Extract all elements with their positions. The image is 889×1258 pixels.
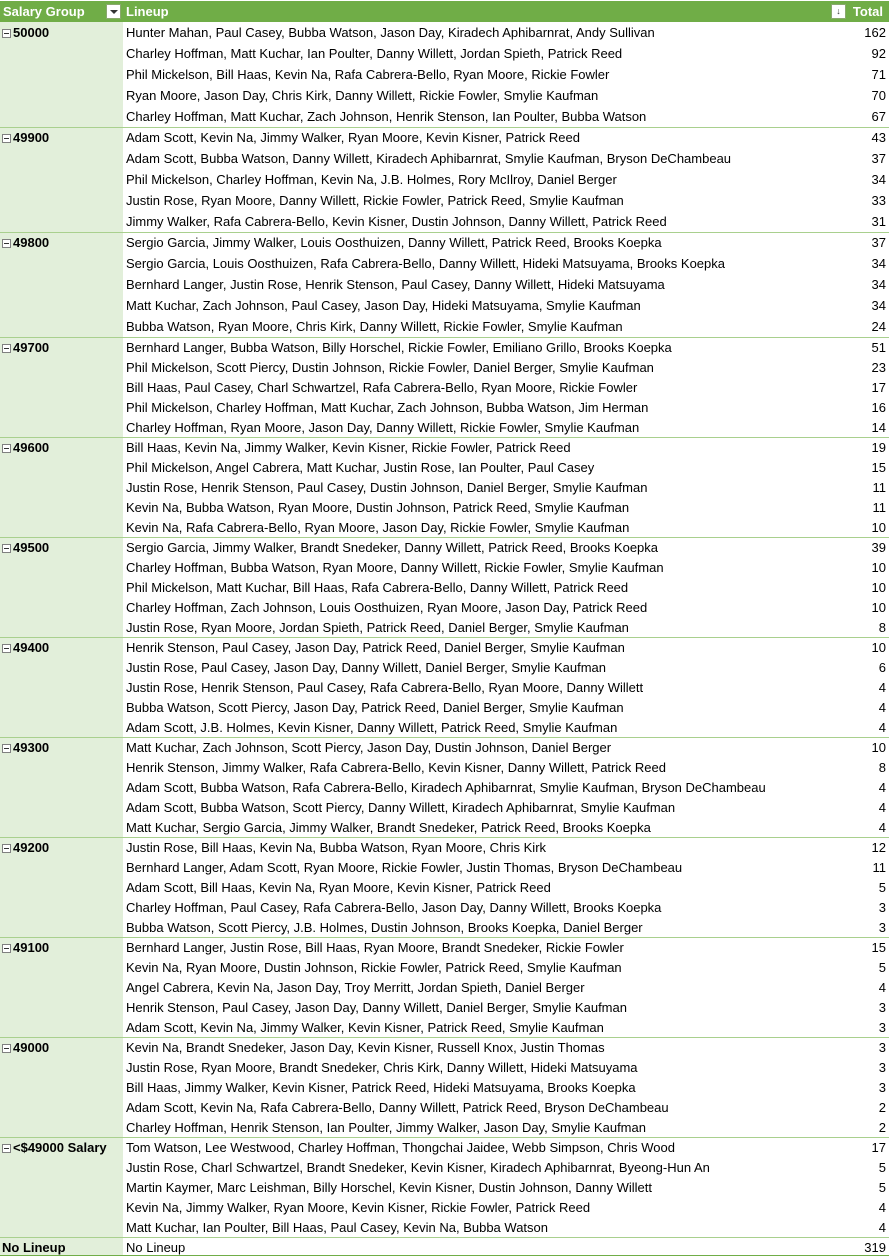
lineup-cell[interactable]: Henrik Stenson, Jimmy Walker, Rafa Cabrera-Bello, Kevin Kisner, Danny Willett, Patrick Reed	[126, 760, 666, 775]
salary-group-label	[2, 738, 49, 758]
lineup-cell[interactable]: Adam Scott, Kevin Na, Jimmy Walker, Ryan Moore, Kevin Kisner, Patrick Reed	[126, 130, 580, 145]
lineup-cell[interactable]: Bubba Watson, Ryan Moore, Chris Kirk, Danny Willett, Rickie Fowler, Smylie Kaufman	[126, 319, 623, 334]
collapse-toggle-icon[interactable]	[2, 29, 11, 38]
lineup-cell[interactable]: Bill Haas, Paul Casey, Charl Schwartzel, Rafa Cabrera-Bello, Ryan Moore, Rickie Fowler	[126, 380, 638, 395]
total-cell[interactable]: 33	[871, 193, 886, 208]
total-cell[interactable]: 43	[871, 130, 886, 145]
lineup-cell[interactable]: Justin Rose, Bill Haas, Kevin Na, Bubba Watson, Ryan Moore, Chris Kirk	[126, 840, 547, 855]
total-header: Total	[852, 4, 883, 19]
total-cell[interactable]: 10	[871, 600, 886, 615]
total-cell[interactable]: 10	[871, 520, 886, 535]
lineup-cell[interactable]: Justin Rose, Henrik Stenson, Paul Casey, Rafa Cabrera-Bello, Ryan Moore, Danny Willett	[126, 680, 644, 695]
total-cell[interactable]: 14	[871, 420, 886, 435]
total-cell[interactable]: 5	[878, 880, 886, 895]
collapse-toggle-icon[interactable]	[2, 644, 11, 653]
total-cell[interactable]: 4	[878, 1200, 886, 1215]
lineup-cell[interactable]: Phil Mickelson, Charley Hoffman, Matt Kuchar, Zach Johnson, Bubba Watson, Jim Herman	[126, 400, 649, 415]
lineup-cell[interactable]: Sergio Garcia, Jimmy Walker, Brandt Snedeker, Danny Willett, Patrick Reed, Brooks Koepka	[126, 540, 659, 555]
lineup-cell[interactable]: Jimmy Walker, Rafa Cabrera-Bello, Kevin Kisner, Dustin Johnson, Danny Willett, Patrick Reed	[126, 214, 667, 229]
salary-group-filter-dropdown-icon[interactable]	[106, 4, 121, 19]
lineup-cell[interactable]: Charley Hoffman, Ryan Moore, Jason Day, Danny Willett, Rickie Fowler, Smylie Kaufman	[126, 420, 640, 435]
total-cell[interactable]: 3	[878, 1060, 886, 1075]
salary-group-label	[2, 938, 49, 958]
total-cell[interactable]: 37	[871, 151, 886, 166]
lineup-cell[interactable]: Bernhard Langer, Justin Rose, Henrik Stenson, Paul Casey, Danny Willett, Hideki Matsuyama	[126, 277, 665, 292]
salary-group-label	[2, 128, 49, 148]
salary-group-label	[2, 1138, 107, 1158]
total-cell[interactable]: 4	[878, 700, 886, 715]
total-cell[interactable]: 4	[878, 680, 886, 695]
lineup-cell[interactable]: Henrik Stenson, Paul Casey, Jason Day, Danny Willett, Daniel Berger, Smylie Kaufman	[126, 1000, 627, 1015]
lineup-cell[interactable]: Matt Kuchar, Sergio Garcia, Jimmy Walker, Brandt Snedeker, Patrick Reed, Brooks Koepka	[126, 820, 651, 835]
lineup-cell[interactable]: Phil Mickelson, Scott Piercy, Dustin Johnson, Rickie Fowler, Daniel Berger, Smylie Kaufman	[126, 360, 654, 375]
lineup-cell[interactable]: Adam Scott, Bill Haas, Kevin Na, Ryan Moore, Kevin Kisner, Patrick Reed	[126, 880, 551, 895]
collapse-toggle-icon[interactable]	[2, 1044, 11, 1053]
lineup-cell[interactable]: Matt Kuchar, Ian Poulter, Bill Haas, Paul Casey, Kevin Na, Bubba Watson	[126, 1220, 548, 1235]
total-cell[interactable]: 11	[872, 500, 886, 515]
total-cell[interactable]: 37	[871, 235, 886, 250]
total-cell[interactable]: 6	[878, 660, 886, 675]
lineup-cell[interactable]: Ryan Moore, Jason Day, Chris Kirk, Danny Willett, Rickie Fowler, Smylie Kaufman	[126, 88, 599, 103]
salary-group-label	[2, 338, 49, 358]
lineup-cell[interactable]: Adam Scott, Bubba Watson, Rafa Cabrera-Bello, Kiradech Aphibarnrat, Smylie Kaufman, Bryson DeChambeau	[126, 780, 766, 795]
lineup-cell[interactable]: Justin Rose, Henrik Stenson, Paul Casey, Dustin Johnson, Daniel Berger, Smylie Kaufman	[126, 480, 648, 495]
lineup-cell[interactable]: Sergio Garcia, Louis Oosthuizen, Rafa Cabrera-Bello, Danny Willett, Hideki Matsuyama, Brooks Koepka	[126, 256, 725, 271]
total-cell[interactable]: 4	[878, 780, 886, 795]
collapse-toggle-icon[interactable]	[2, 1144, 11, 1153]
total-cell[interactable]: 3	[878, 1080, 886, 1095]
lineup-cell[interactable]: Angel Cabrera, Kevin Na, Jason Day, Troy Merritt, Jordan Spieth, Daniel Berger	[126, 980, 585, 995]
total-cell[interactable]: 5	[878, 1180, 886, 1195]
salary-group-text: 49200	[13, 840, 50, 855]
collapse-toggle-icon[interactable]	[2, 134, 11, 143]
salary-group-text: <$49000 Salary	[13, 1140, 107, 1155]
lineup-cell[interactable]: Kevin Na, Bubba Watson, Ryan Moore, Dustin Johnson, Patrick Reed, Smylie Kaufman	[126, 500, 630, 515]
lineup-cell[interactable]: Bubba Watson, Scott Piercy, J.B. Holmes, Dustin Johnson, Brooks Koepka, Daniel Berger	[126, 920, 643, 935]
salary-group-label	[2, 23, 49, 43]
total-cell[interactable]: 51	[871, 340, 886, 355]
lineup-cell[interactable]: Martin Kaymer, Marc Leishman, Billy Horschel, Kevin Kisner, Dustin Johnson, Danny Willett	[126, 1180, 652, 1195]
lineup-cell[interactable]: Charley Hoffman, Matt Kuchar, Ian Poulter, Danny Willett, Jordan Spieth, Patrick Reed	[126, 46, 623, 61]
lineup-cell[interactable]: Charley Hoffman, Zach Johnson, Louis Oosthuizen, Ryan Moore, Jason Day, Patrick Reed	[126, 600, 648, 615]
total-cell[interactable]: 3	[878, 920, 886, 935]
total-cell[interactable]: 3	[878, 1020, 886, 1035]
collapse-toggle-icon[interactable]	[2, 239, 11, 248]
salary-group-label	[2, 638, 49, 658]
salary-group-text: 49800	[13, 235, 50, 250]
total-cell[interactable]: 4	[878, 800, 886, 815]
total-cell[interactable]: 92	[871, 46, 886, 61]
salary-group-label	[2, 1038, 49, 1058]
total-cell[interactable]: 71	[871, 67, 886, 82]
lineup-cell[interactable]: Kevin Na, Rafa Cabrera-Bello, Ryan Moore, Jason Day, Rickie Fowler, Smylie Kaufman	[126, 520, 630, 535]
lineup-cell[interactable]: Adam Scott, J.B. Holmes, Kevin Kisner, Danny Willett, Patrick Reed, Smylie Kaufman	[126, 720, 618, 735]
salary-group-header: Salary Group	[3, 4, 85, 19]
lineup-cell[interactable]: Phil Mickelson, Bill Haas, Kevin Na, Rafa Cabrera-Bello, Ryan Moore, Rickie Fowler	[126, 67, 610, 82]
lineup-cell[interactable]: Bernhard Langer, Adam Scott, Ryan Moore, Rickie Fowler, Justin Thomas, Bryson DeChambeau	[126, 860, 683, 875]
total-cell[interactable]: 3	[878, 900, 886, 915]
total-cell[interactable]: 10	[871, 580, 886, 595]
total-cell[interactable]: 12	[871, 840, 886, 855]
lineup-cell[interactable]: Hunter Mahan, Paul Casey, Bubba Watson, Jason Day, Kiradech Aphibarnrat, Andy Sullivan	[126, 25, 655, 40]
lineup-cell[interactable]: Bill Haas, Kevin Na, Jimmy Walker, Kevin Kisner, Rickie Fowler, Patrick Reed	[126, 440, 571, 455]
total-cell[interactable]: 34	[871, 256, 886, 271]
salary-group-label	[2, 838, 49, 858]
lineup-cell[interactable]: Adam Scott, Kevin Na, Rafa Cabrera-Bello, Danny Willett, Patrick Reed, Bryson DeChambeau	[126, 1100, 669, 1115]
lineup-cell[interactable]: Matt Kuchar, Zach Johnson, Paul Casey, Jason Day, Hideki Matsuyama, Smylie Kaufman	[126, 298, 641, 313]
salary-group-text: 49600	[13, 440, 50, 455]
lineup-cell[interactable]: Phil Mickelson, Angel Cabrera, Matt Kuchar, Justin Rose, Ian Poulter, Paul Casey	[126, 460, 595, 475]
total-cell[interactable]: 17	[871, 1140, 886, 1155]
total-cell[interactable]: 34	[871, 277, 886, 292]
lineup-cell[interactable]: Justin Rose, Ryan Moore, Jordan Spieth, Patrick Reed, Daniel Berger, Smylie Kaufman	[126, 620, 629, 635]
total-cell[interactable]: 23	[871, 360, 886, 375]
lineup-cell[interactable]: Justin Rose, Charl Schwartzel, Brandt Snedeker, Kevin Kisner, Kiradech Aphibarnrat, Byeong-Hun An	[126, 1160, 710, 1175]
lineup-cell[interactable]: Charley Hoffman, Paul Casey, Rafa Cabrera-Bello, Jason Day, Danny Willett, Brooks Koepka	[126, 900, 662, 915]
lineup-cell[interactable]: Tom Watson, Lee Westwood, Charley Hoffman, Thongchai Jaidee, Webb Simpson, Chris Wood	[126, 1140, 675, 1155]
total-cell[interactable]: 2	[878, 1100, 886, 1115]
total-cell[interactable]: 10	[871, 560, 886, 575]
lineup-cell[interactable]: Adam Scott, Bubba Watson, Danny Willett, Kiradech Aphibarnrat, Smylie Kaufman, Bryson DeChambeau	[126, 151, 732, 166]
lineup-cell[interactable]: Adam Scott, Kevin Na, Jimmy Walker, Kevin Kisner, Patrick Reed, Smylie Kaufman	[126, 1020, 604, 1035]
total-cell[interactable]: 8	[878, 760, 886, 775]
collapse-toggle-icon[interactable]	[2, 944, 11, 953]
total-cell[interactable]: 2	[878, 1120, 886, 1135]
total-cell[interactable]: 4	[878, 980, 886, 995]
total-cell[interactable]: 34	[871, 298, 886, 313]
salary-group-text: 49400	[13, 640, 50, 655]
lineup-cell[interactable]: Kevin Na, Ryan Moore, Dustin Johnson, Rickie Fowler, Patrick Reed, Smylie Kaufman	[126, 960, 622, 975]
total-cell[interactable]: 8	[878, 620, 886, 635]
sort-descending-icon[interactable]: ↓	[831, 4, 846, 19]
total-cell[interactable]: 3	[878, 1000, 886, 1015]
lineup-cell[interactable]: No Lineup	[126, 1240, 186, 1255]
total-cell[interactable]: 4	[878, 720, 886, 735]
lineup-cell[interactable]: Phil Mickelson, Matt Kuchar, Bill Haas, Rafa Cabrera-Bello, Danny Willett, Patrick Reed	[126, 580, 629, 595]
total-cell[interactable]: 24	[871, 319, 886, 334]
lineup-cell[interactable]: Charley Hoffman, Henrik Stenson, Ian Poulter, Jimmy Walker, Jason Day, Smylie Kaufman	[126, 1120, 646, 1135]
total-cell[interactable]: 162	[864, 25, 886, 40]
salary-group-text: 49300	[13, 740, 50, 755]
lineup-header: Lineup	[126, 4, 169, 19]
total-cell[interactable]: 19	[871, 440, 886, 455]
lineup-cell[interactable]: Bernhard Langer, Bubba Watson, Billy Horschel, Rickie Fowler, Emiliano Grillo, Brooks Koepka	[126, 340, 672, 355]
lineup-cell[interactable]: Phil Mickelson, Charley Hoffman, Kevin Na, J.B. Holmes, Rory McIlroy, Daniel Berger	[126, 172, 617, 187]
lineup-cell[interactable]: Justin Rose, Ryan Moore, Brandt Snedeker, Chris Kirk, Danny Willett, Hideki Matsuyama	[126, 1060, 638, 1075]
salary-group-label	[2, 538, 49, 558]
lineup-cell[interactable]: Justin Rose, Paul Casey, Jason Day, Danny Willett, Daniel Berger, Smylie Kaufman	[126, 660, 607, 675]
lineup-cell[interactable]: Adam Scott, Bubba Watson, Scott Piercy, Danny Willett, Kiradech Aphibarnrat, Smylie Kaufman	[126, 800, 676, 815]
total-cell[interactable]: 11	[872, 860, 886, 875]
total-cell[interactable]: 5	[878, 960, 886, 975]
total-cell[interactable]: 10	[871, 740, 886, 755]
lineup-cell[interactable]: Charley Hoffman, Matt Kuchar, Zach Johnson, Henrik Stenson, Ian Poulter, Bubba Watson	[126, 109, 647, 124]
total-cell[interactable]: 4	[878, 820, 886, 835]
collapse-toggle-icon[interactable]	[2, 444, 11, 453]
collapse-toggle-icon[interactable]	[2, 744, 11, 753]
lineup-cell[interactable]: Charley Hoffman, Bubba Watson, Ryan Moore, Danny Willett, Rickie Fowler, Smylie Kaufman	[126, 560, 664, 575]
salary-group-label	[2, 438, 49, 458]
total-cell[interactable]: 15	[871, 460, 886, 475]
lineup-cell[interactable]: Bubba Watson, Scott Piercy, Jason Day, Patrick Reed, Daniel Berger, Smylie Kaufman	[126, 700, 624, 715]
lineup-cell[interactable]: Kevin Na, Jimmy Walker, Ryan Moore, Kevin Kisner, Rickie Fowler, Patrick Reed	[126, 1200, 591, 1215]
collapse-toggle-icon[interactable]	[2, 544, 11, 553]
total-cell[interactable]: 11	[872, 480, 886, 495]
lineup-cell[interactable]: Bernhard Langer, Justin Rose, Bill Haas, Ryan Moore, Brandt Snedeker, Rickie Fowler	[126, 940, 624, 955]
salary-group-label	[2, 233, 49, 253]
total-cell[interactable]: 16	[871, 400, 886, 415]
total-cell[interactable]: 34	[871, 172, 886, 187]
salary-group-text: 50000	[13, 25, 50, 40]
salary-group-text: 49000	[13, 1040, 50, 1055]
total-cell[interactable]: 67	[871, 109, 886, 124]
salary-group-text: 49100	[13, 940, 50, 955]
collapse-toggle-icon[interactable]	[2, 344, 11, 353]
salary-group-text: No Lineup	[2, 1240, 66, 1255]
salary-group-text: 49500	[13, 540, 50, 555]
pivot-header-row	[0, 1, 889, 22]
total-cell[interactable]: 10	[871, 640, 886, 655]
total-cell[interactable]: 5	[878, 1160, 886, 1175]
lineup-cell[interactable]: Henrik Stenson, Paul Casey, Jason Day, Patrick Reed, Daniel Berger, Smylie Kaufman	[126, 640, 625, 655]
lineup-cell[interactable]: Matt Kuchar, Zach Johnson, Scott Piercy, Jason Day, Dustin Johnson, Daniel Berger	[126, 740, 612, 755]
total-cell[interactable]: 15	[871, 940, 886, 955]
total-cell[interactable]: 39	[871, 540, 886, 555]
lineup-cell[interactable]: Sergio Garcia, Jimmy Walker, Louis Oosthuizen, Danny Willett, Patrick Reed, Brooks Koepka	[126, 235, 662, 250]
total-cell[interactable]: 31	[871, 214, 886, 229]
total-cell[interactable]: 3	[878, 1040, 886, 1055]
total-cell[interactable]: 4	[878, 1220, 886, 1235]
lineup-cell[interactable]: Justin Rose, Ryan Moore, Danny Willett, Rickie Fowler, Patrick Reed, Smylie Kaufman	[126, 193, 624, 208]
total-cell[interactable]: 70	[871, 88, 886, 103]
lineup-cell[interactable]: Bill Haas, Jimmy Walker, Kevin Kisner, Patrick Reed, Hideki Matsuyama, Brooks Koepka	[126, 1080, 636, 1095]
total-cell[interactable]: 17	[871, 380, 886, 395]
salary-group-text: 49900	[13, 130, 50, 145]
collapse-toggle-icon[interactable]	[2, 844, 11, 853]
total-cell[interactable]: 319	[864, 1240, 886, 1255]
salary-group-text: 49700	[13, 340, 50, 355]
lineup-cell[interactable]: Kevin Na, Brandt Snedeker, Jason Day, Kevin Kisner, Russell Knox, Justin Thomas	[126, 1040, 605, 1055]
